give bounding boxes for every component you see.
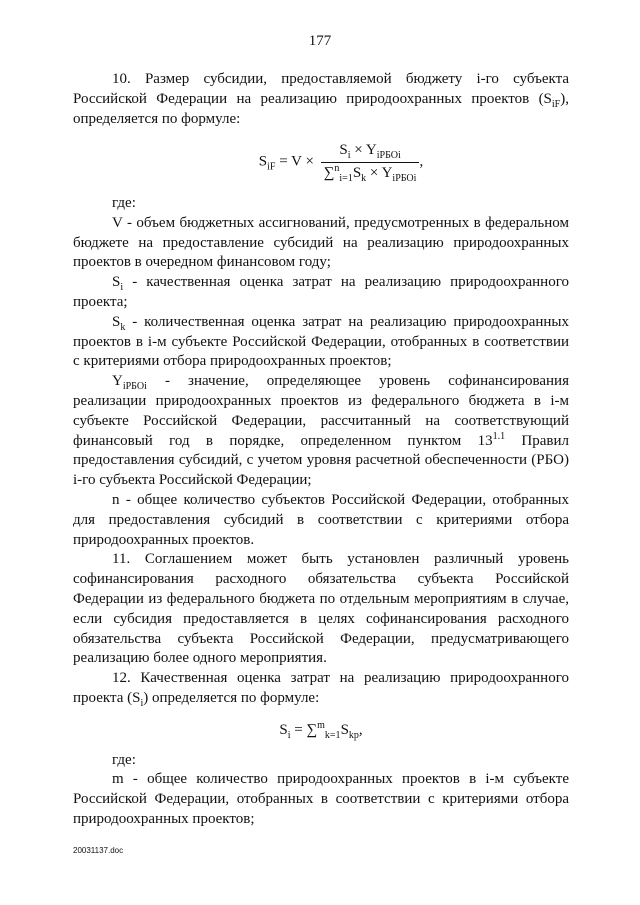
definition-v xyxy=(73,214,569,273)
definition-v-symbol: V xyxy=(112,214,123,231)
formula1-num-y-sub: iРБОi xyxy=(376,150,401,162)
formula1-den-sum: ∑ xyxy=(323,165,335,182)
formula1-lhs-sub: iF xyxy=(267,162,276,174)
formula2-sum-sup: m xyxy=(317,719,325,731)
formula-quality-estimate xyxy=(73,721,569,741)
formula1-fraction xyxy=(321,141,420,184)
definition-y-sub: iРБОi xyxy=(122,381,147,393)
paragraph-item-12 xyxy=(73,669,569,709)
formula2-s-sub: kp xyxy=(348,729,359,741)
paragraph-item-10 xyxy=(73,70,569,129)
item10-text-2: ), определяется по формуле: xyxy=(73,90,569,127)
formula2-sum: ∑ xyxy=(306,721,318,738)
formula2-s: S xyxy=(340,721,349,738)
definition-y-text-2: Правил предоставления субсидий, с учетом уровня расчетной обеспеченности (РБО) i-го субъекта Российской Федерации; xyxy=(73,432,569,489)
where-label-2: где: xyxy=(112,751,136,768)
item10-subscript: iF xyxy=(551,98,561,110)
item12-text-2: ) определяется по формуле: xyxy=(143,689,320,706)
item12-text-1: 12. Качественная оценка затрат на реализацию природоохранного проекта (S xyxy=(73,670,569,706)
definition-y-symbol: Y xyxy=(112,373,123,390)
formula1-comma: , xyxy=(419,154,424,171)
formula2-lhs: S xyxy=(279,721,288,738)
definition-si-symbol: S xyxy=(112,274,121,291)
definition-si xyxy=(73,273,569,313)
definition-y xyxy=(73,372,569,491)
formula1-den-times: × Y xyxy=(366,165,393,182)
item10-text-1: 10. Размер субсидии, предоставляемой бюджету i-го субъекта Российской Федерации на реализацию природоохранных проектов (S xyxy=(73,71,569,107)
formula1-numerator xyxy=(321,141,420,163)
formula1-den-sum-sup: n xyxy=(334,163,340,175)
definition-m: m - общее количество природоохранных проектов в i-м субъекте Российской Федерации, отобранных в соответствии с критериями отбора природоохранных проектов; xyxy=(73,771,569,827)
definition-sk xyxy=(73,313,569,372)
formula2-sum-sub: k=1 xyxy=(324,729,341,741)
where-label-1: где: xyxy=(112,194,136,211)
formula2-comma: , xyxy=(358,721,363,738)
definition-y-text-1: - значение, определяющее уровень софинансирования реализации природоохранных проектов из федерального бюджета в i-м субъекте Российской Федерации, рассчитанный на соответствующий финансовый год в порядке, определенном пунктом 13 xyxy=(73,373,569,449)
definition-n: n - общее количество субъектов Российской Федерации, отобранных для предоставления субсидий в соответствии с критериями отбора природоохранных проектов. xyxy=(73,491,569,548)
footer-filename: 20031137.doc xyxy=(73,846,124,855)
formula1-lhs: S xyxy=(258,154,268,171)
definition-sk-symbol: S xyxy=(112,313,121,330)
formula1-num-s: S xyxy=(339,142,348,159)
definition-y-sup: 1.1 xyxy=(492,430,506,442)
formula1-den-s-sub: k xyxy=(361,173,367,185)
page-number: 177 xyxy=(308,33,332,49)
formula2-lhs-sub: i xyxy=(287,729,291,741)
paragraph-item-11: 11. Соглашением может быть установлен различный уровень софинансирования расходного обязательства субъекта Российской Федерации из федерального бюджета по отдельным мероприятиям в случае, если субсидия предоставляется в целях софинансирования расходного обязательства субъекта Российской Федерации, предусматривающего реализацию более одного мероприятия. xyxy=(73,551,569,667)
definition-sk-text: - количественная оценка затрат на реализацию природоохранных проектов в i-м субъекте Российской Федерации, отобранных в соответствии с критериями отбора природоохранных проектов; xyxy=(73,313,569,370)
formula1-den-y-sub: iРБОi xyxy=(392,173,417,185)
item12-subscript: i xyxy=(140,697,144,709)
definition-si-text: - качественная оценка затрат на реализацию природоохранного проекта; xyxy=(73,274,569,310)
definition-v-text: - объем бюджетных ассигнований, предусмотренных в федеральном бюджете на предоставление субсидий на реализацию природоохранных проектов в очередном финансовом году; xyxy=(73,214,569,271)
formula2-eq: = xyxy=(290,721,307,738)
formula-subsidy xyxy=(73,141,569,184)
formula1-den-s: S xyxy=(352,165,362,182)
formula1-denominator xyxy=(321,163,420,184)
formula1-num-s-sub: i xyxy=(347,150,351,162)
document-body xyxy=(73,70,569,830)
formula1-num-times: × Y xyxy=(350,142,377,159)
definition-sk-sub: k xyxy=(120,321,126,333)
formula1-den-sum-sub: i=1 xyxy=(339,173,353,185)
definition-si-sub: i xyxy=(120,282,124,294)
formula1-eq: = V × xyxy=(275,154,318,171)
